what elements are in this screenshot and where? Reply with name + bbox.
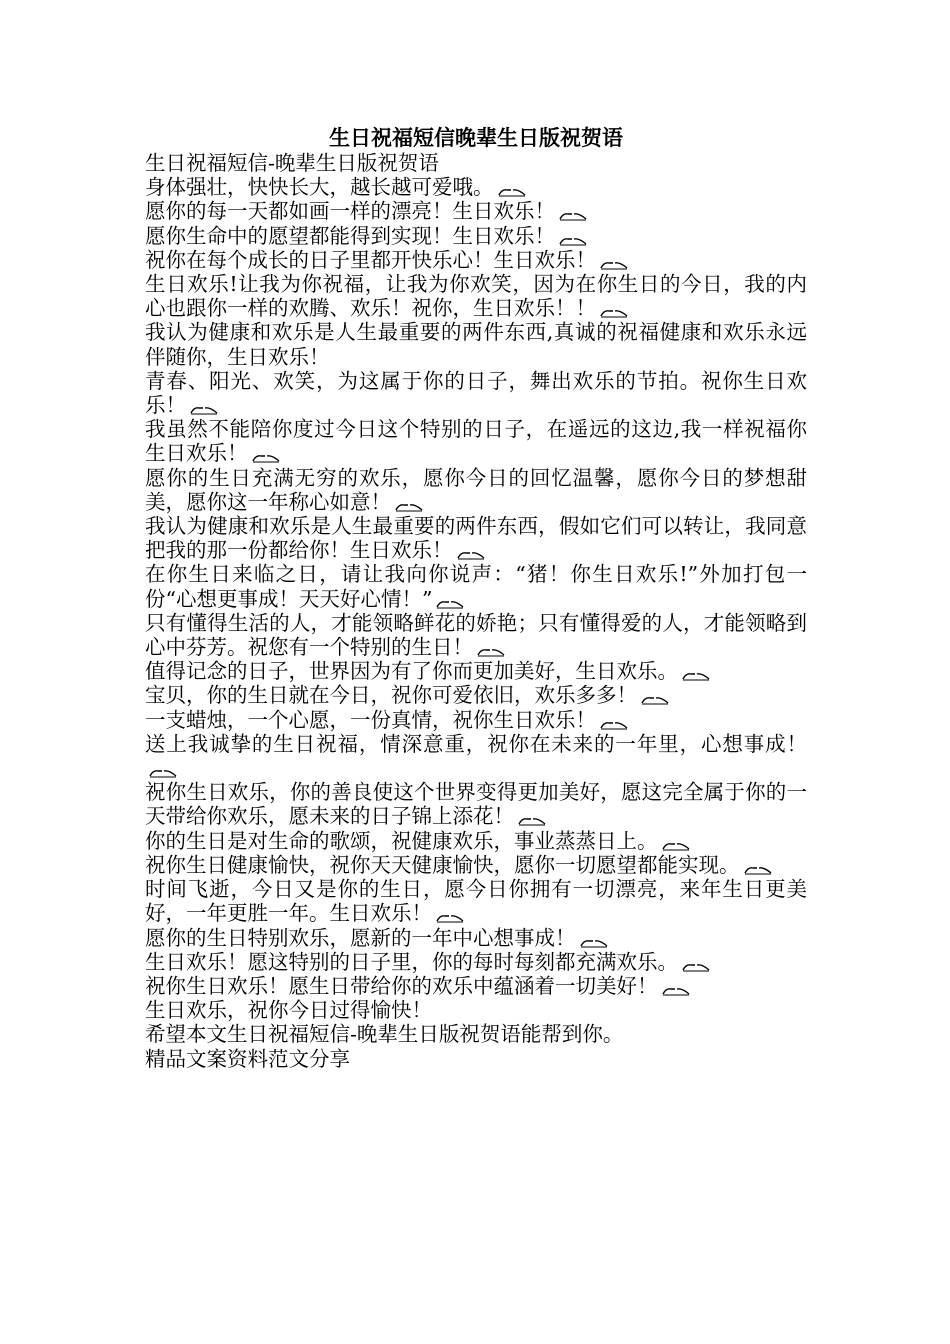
- decorative-mark-icon: [149, 768, 177, 778]
- decorative-mark-icon: [252, 453, 280, 463]
- paragraph: [145, 950, 807, 974]
- paragraph-text: 时间飞逝，今日又是你的生日，愿今日你拥有一切漂亮，来年生日更美好，一年更胜一年。生日欢乐！: [145, 877, 807, 926]
- paragraph-text: 我认为健康和欢乐是人生最重要的两件东西,真诚的祝福健康和欢乐永远伴随你，生日欢乐！: [145, 320, 807, 369]
- paragraph: [145, 780, 807, 828]
- paragraph: [145, 1047, 807, 1071]
- decorative-mark-icon: [436, 599, 464, 609]
- decorative-mark-icon: [518, 816, 546, 826]
- paragraph-text: 我虽然不能陪你度过今日这个特别的日子，在遥远的这边,我一样祝福你生日欢乐！: [145, 417, 807, 466]
- decorative-mark-icon: [580, 938, 608, 948]
- paragraph: [145, 659, 807, 683]
- decorative-mark-icon: [682, 962, 710, 972]
- paragraph-text: 祝你生日欢乐，你的善良使这个世界变得更加美好，愿这完全属于你的一天带给你欢乐，愿未来的日子锦上添花！: [145, 780, 807, 829]
- decorative-mark-icon: [477, 647, 505, 657]
- paragraph: [145, 199, 807, 223]
- decorative-mark-icon: [559, 211, 587, 221]
- paragraph: [145, 514, 807, 562]
- paragraph: [145, 974, 807, 998]
- paragraph: [145, 1022, 807, 1046]
- paragraph: [145, 562, 807, 610]
- decorative-mark-icon: [662, 841, 690, 851]
- decorative-mark-icon: [682, 671, 710, 681]
- paragraph-text: 值得记念的日子，世界因为有了你而更加美好，生日欢乐。: [145, 659, 678, 684]
- paragraph: [145, 732, 807, 780]
- paragraph-text: 愿你生命中的愿望都能得到实现！生日欢乐！: [145, 223, 555, 248]
- paragraph: [145, 683, 807, 707]
- decorative-mark-icon: [662, 986, 690, 996]
- paragraph-text: 在你生日来临之日，请让我向你说声：“猪！你生日欢乐!”外加打包一份“心想更事成！天天好心情！”: [145, 562, 807, 611]
- decorative-mark-icon: [190, 405, 218, 415]
- paragraph-text: 愿你的每一天都如画一样的漂亮！生日欢乐！: [145, 199, 555, 224]
- decorative-mark-icon: [498, 187, 526, 197]
- paragraph-text: 只有懂得生活的人，才能领略鲜花的娇艳；只有懂得爱的人，才能领略到心中芬芳。祝您有一个特别的生日！: [145, 610, 807, 660]
- decorative-mark-icon: [395, 502, 423, 512]
- paragraph: [145, 466, 807, 514]
- paragraph: [145, 369, 807, 417]
- paragraph-text: 生日欢乐，祝你今日过得愉快！: [145, 998, 432, 1023]
- paragraph-text: 祝你在每个成长的日子里都开快乐心！生日欢乐！: [145, 247, 596, 272]
- decorative-mark-icon: [457, 550, 485, 560]
- paragraph-text: 精品文案资料范文分享: [145, 1046, 350, 1071]
- decorative-mark-icon: [641, 695, 669, 705]
- decorative-mark-icon: [744, 865, 772, 875]
- paragraph-text: 我认为健康和欢乐是人生最重要的两件东西，假如它们可以转让，我同意把我的那一份都给你！生日欢乐！: [145, 514, 807, 563]
- decorative-mark-icon: [600, 308, 628, 318]
- paragraph: [145, 926, 807, 950]
- paragraph-text: 希望本文生日祝福短信-晚辈生日版祝贺语能帮到你。: [145, 1022, 624, 1047]
- document-body: [145, 151, 807, 1071]
- paragraph-text: 愿你的生日特别欢乐，愿新的一年中心想事成！: [145, 925, 576, 950]
- paragraph-text: 生日欢乐！愿这特别的日子里，你的每时每刻都充满欢乐。: [145, 949, 678, 974]
- paragraph: [145, 708, 807, 732]
- paragraph-text: 你的生日是对生命的歌颂，祝健康欢乐，事业蒸蒸日上。: [145, 828, 658, 853]
- paragraph: [145, 998, 807, 1022]
- decorative-mark-icon: [436, 913, 464, 923]
- paragraph-text: 祝你生日健康愉快，祝你天天健康愉快，愿你一切愿望都能实现。: [145, 852, 740, 877]
- paragraph: [145, 853, 807, 877]
- paragraph-text: 生日欢乐!让我为你祝福，让我为你欢笑，因为在你生日的今日，我的内心也跟你一样的欢腾、欢乐！祝你，生日欢乐！！: [145, 272, 807, 321]
- paragraph-text: 祝你生日欢乐！愿生日带给你的欢乐中蕴涵着一切美好！: [145, 973, 658, 998]
- paragraph: [145, 611, 807, 659]
- paragraph: [145, 272, 807, 320]
- decorative-mark-icon: [600, 260, 628, 270]
- document-title: 生日祝福短信晚辈生日版祝贺语: [329, 125, 623, 150]
- paragraph-text: 青春、阳光、欢笑，为这属于你的日子，舞出欢乐的节拍。祝你生日欢乐！: [145, 368, 807, 418]
- paragraph-text: 宝贝，你的生日就在今日，祝你可爱依旧，欢乐多多！: [145, 683, 637, 708]
- paragraph: [145, 151, 807, 175]
- document-page: [145, 124, 807, 1071]
- decorative-mark-icon: [559, 236, 587, 246]
- paragraph: [145, 175, 807, 199]
- paragraph: [145, 829, 807, 853]
- paragraph: [145, 417, 807, 465]
- paragraph: [145, 320, 807, 368]
- paragraph: [145, 248, 807, 272]
- paragraph: [145, 224, 807, 248]
- paragraph-text: 送上我诚挚的生日祝福，情深意重，祝你在未来的一年里，心想事成！: [145, 731, 807, 756]
- paragraph-text: 愿你的生日充满无穷的欢乐，愿你今日的回忆温馨，愿你今日的梦想甜美，愿你这一年称心如意！: [145, 465, 807, 514]
- decorative-mark-icon: [600, 720, 628, 730]
- paragraph: [145, 877, 807, 925]
- paragraph-text: 生日祝福短信-晚辈生日版祝贺语: [145, 151, 439, 175]
- paragraph-text: 身体强壮，快快长大，越长越可爱哦。: [145, 175, 494, 200]
- paragraph-text: 一支蜡烛，一个心愿，一份真情，祝你生日欢乐！: [145, 707, 596, 732]
